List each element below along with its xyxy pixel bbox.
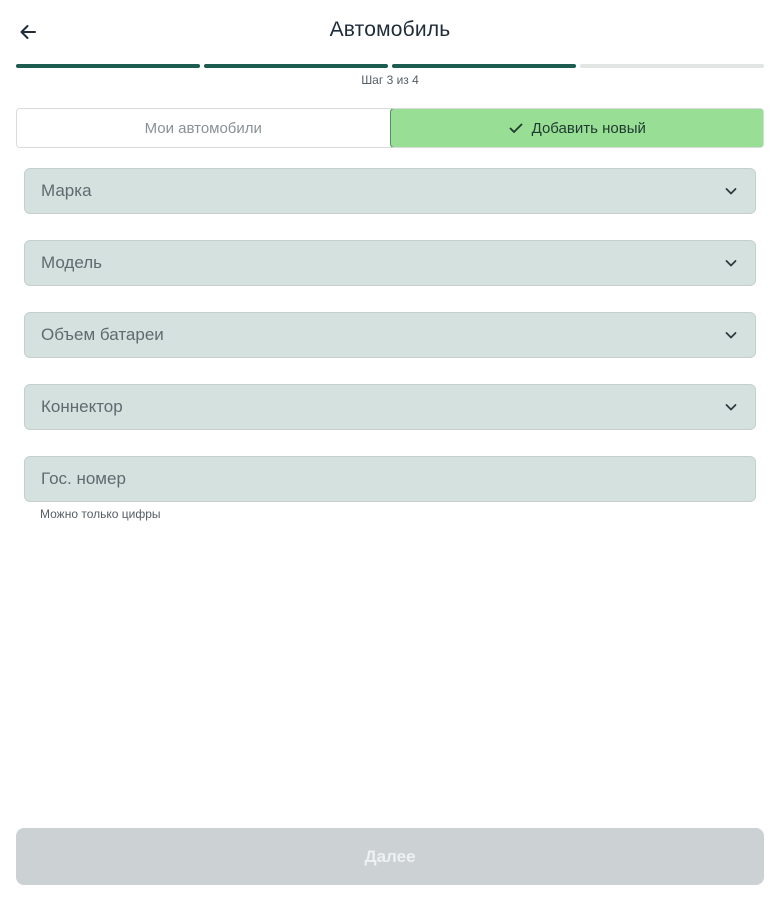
header: [0, 0, 780, 64]
license-plate-field: [24, 456, 756, 502]
chevron-down-icon: [723, 255, 739, 271]
tab-my-cars-label: Мои автомобили: [144, 119, 262, 137]
tab-add-new-label: Добавить новый: [531, 119, 646, 137]
page-title: Автомобиль: [329, 18, 451, 41]
chevron-down-icon: [723, 183, 739, 199]
chevron-down-icon: [723, 399, 739, 415]
brand-select-label: Марка: [41, 181, 92, 200]
connector-select-label: Коннектор: [41, 397, 123, 416]
next-button[interactable]: Далее: [16, 828, 764, 885]
progress-segment-4: [580, 64, 764, 68]
step-label: Шаг 3 из 4: [361, 73, 419, 87]
progress-segment-2: [204, 64, 388, 68]
car-source-toggle: [16, 108, 764, 148]
chevron-down-icon: [723, 327, 739, 343]
tab-add-new[interactable]: [390, 108, 765, 148]
license-plate-hint: Можно только цифры: [40, 507, 161, 521]
brand-select[interactable]: [24, 168, 756, 214]
connector-select[interactable]: [24, 384, 756, 430]
progress-segment-1: [16, 64, 200, 68]
battery-capacity-select-label: Объем батареи: [41, 325, 164, 344]
battery-capacity-select[interactable]: [24, 312, 756, 358]
tab-my-cars[interactable]: [17, 109, 390, 147]
model-select-label: Модель: [41, 253, 103, 272]
check-icon: [508, 120, 524, 136]
progress-segment-3: [392, 64, 576, 68]
license-plate-input[interactable]: [41, 469, 739, 489]
step-progress-bar: [16, 64, 764, 68]
model-select[interactable]: [24, 240, 756, 286]
